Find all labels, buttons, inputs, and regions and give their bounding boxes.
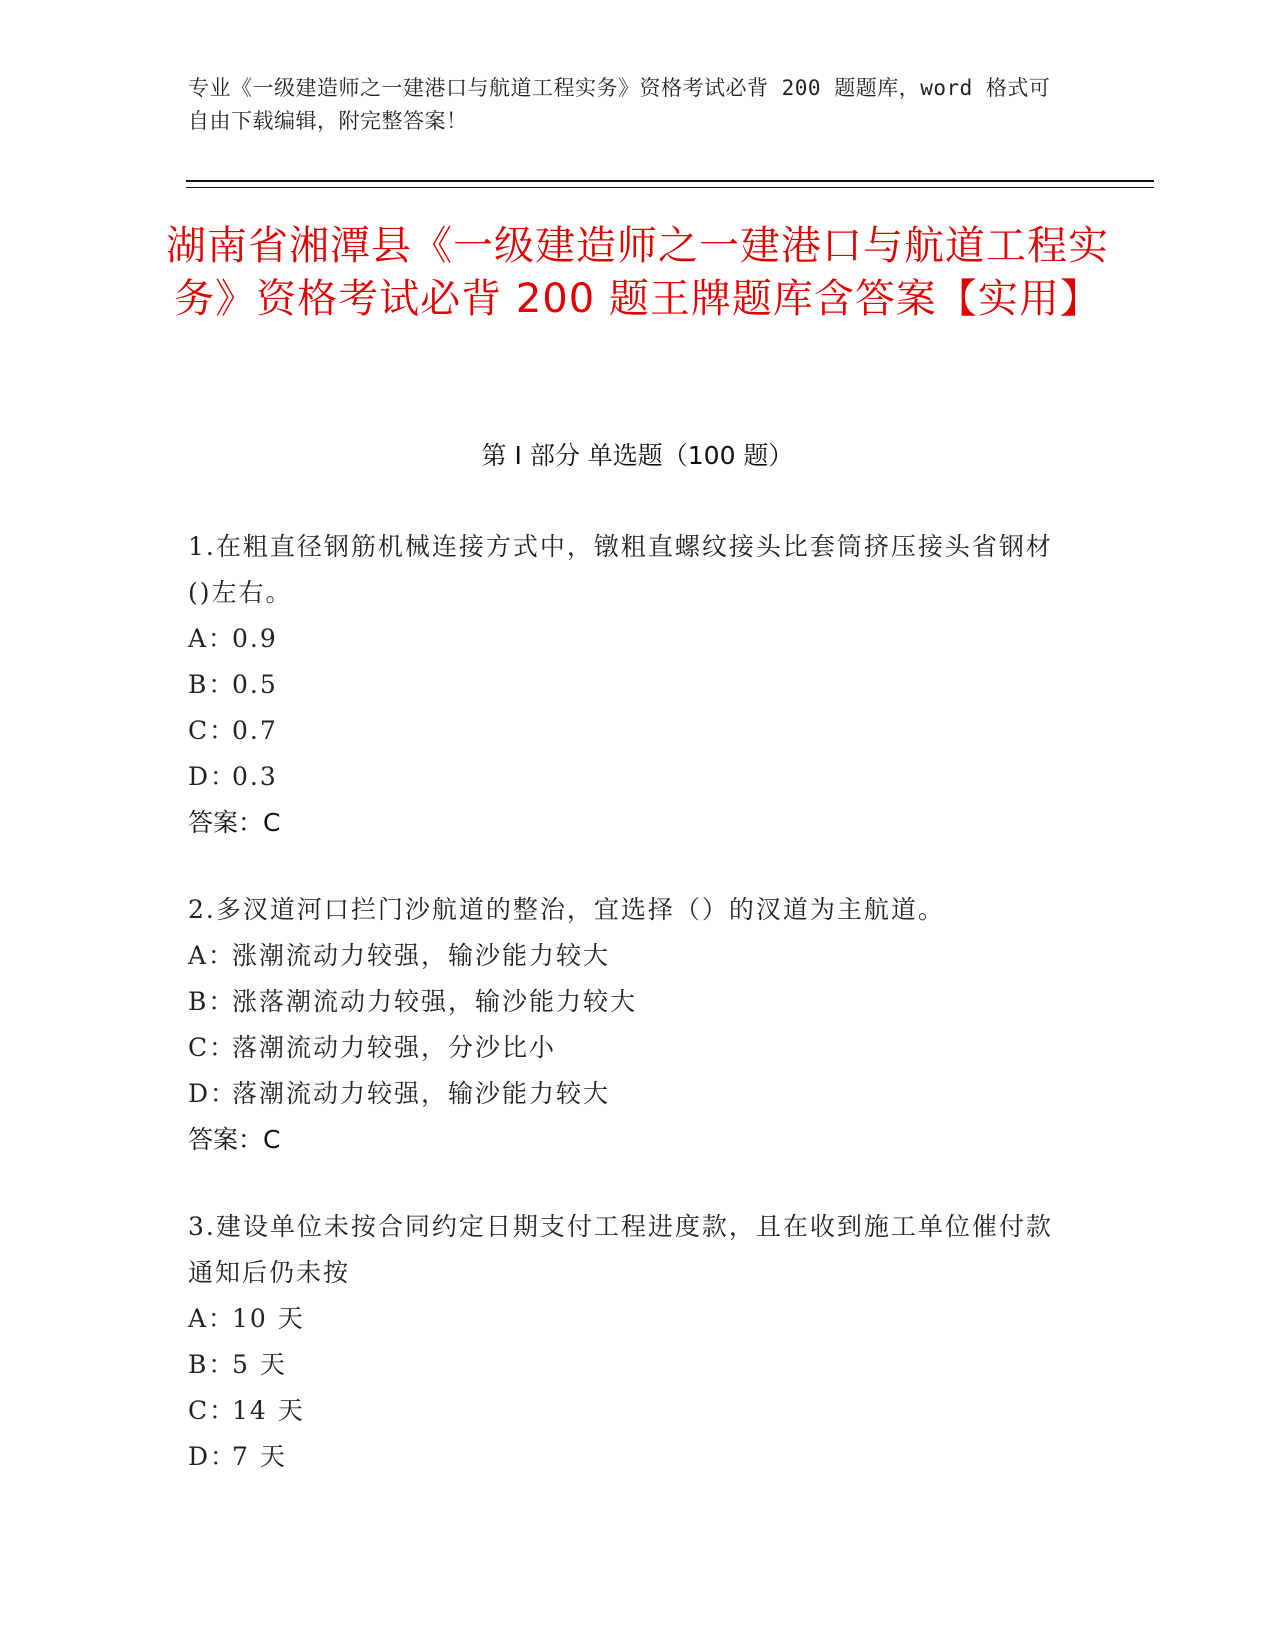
option-a	[188, 933, 1068, 979]
option-d	[188, 754, 1068, 800]
option-b	[188, 1342, 1068, 1388]
option-key: D：	[188, 762, 238, 791]
option-key: A：	[188, 941, 236, 970]
question-stem: 3.建设单位未按合同约定日期支付工程进度款，且在收到施工单位催付款通知后仍未按	[188, 1212, 1053, 1287]
document-title: 湖南省湘潭县《一级建造师之一建港口与航道工程实务》资格考试必背 200 题王牌题库含答案【实用】	[166, 223, 1109, 322]
option-key: D：	[188, 1442, 238, 1471]
option-c	[188, 1025, 1068, 1071]
section-title: 第 I 部分 单选题（100 题）	[481, 441, 794, 470]
option-key: C：	[188, 1033, 237, 1062]
option-c	[188, 1388, 1068, 1434]
answer-line: 答案：C	[188, 1125, 281, 1154]
option-text: 0.3	[232, 762, 278, 791]
option-key: C：	[188, 716, 237, 745]
option-key: D：	[188, 1079, 238, 1108]
option-d	[188, 1071, 1068, 1117]
question-3	[188, 1204, 1068, 1480]
question-1	[188, 524, 1068, 846]
question-stem: 2.多汊道河口拦门沙航道的整治，宜选择（）的汊道为主航道。	[188, 895, 945, 924]
header-rule-thick	[186, 180, 1154, 182]
option-key: B：	[188, 670, 236, 699]
option-key: B：	[188, 1350, 236, 1379]
option-text: 0.7	[232, 716, 278, 745]
option-text: 落潮流动力较强，输沙能力较大	[232, 1079, 611, 1108]
option-key: B：	[188, 987, 236, 1016]
option-b	[188, 662, 1068, 708]
option-text: 落潮流动力较强，分沙比小	[232, 1033, 557, 1062]
header-note: 专业《一级建造师之一建港口与航道工程实务》资格考试必背 200 题题库，word 格式可自由下载编辑，附完整答案！	[188, 76, 1051, 133]
option-a	[188, 616, 1068, 662]
option-text: 0.5	[232, 670, 278, 699]
header-rule-thin	[186, 187, 1154, 188]
option-text: 5 天	[232, 1350, 287, 1379]
option-c	[188, 708, 1068, 754]
option-text: 14 天	[232, 1396, 305, 1425]
option-a	[188, 1296, 1068, 1342]
option-text: 7 天	[232, 1442, 287, 1471]
answer-line: 答案：C	[188, 808, 281, 837]
option-d	[188, 1434, 1068, 1480]
option-key: A：	[188, 1304, 236, 1333]
option-b	[188, 979, 1068, 1025]
option-text: 涨落潮流动力较强，输沙能力较大	[232, 987, 638, 1016]
option-text: 涨潮流动力较强，输沙能力较大	[232, 941, 611, 970]
option-key: C：	[188, 1396, 237, 1425]
option-text: 10 天	[232, 1304, 305, 1333]
option-text: 0.9	[232, 624, 278, 653]
question-stem: 1.在粗直径钢筋机械连接方式中，镦粗直螺纹接头比套筒挤压接头省钢材()左右。	[188, 532, 1053, 607]
question-2	[188, 887, 1068, 1163]
option-key: A：	[188, 624, 236, 653]
